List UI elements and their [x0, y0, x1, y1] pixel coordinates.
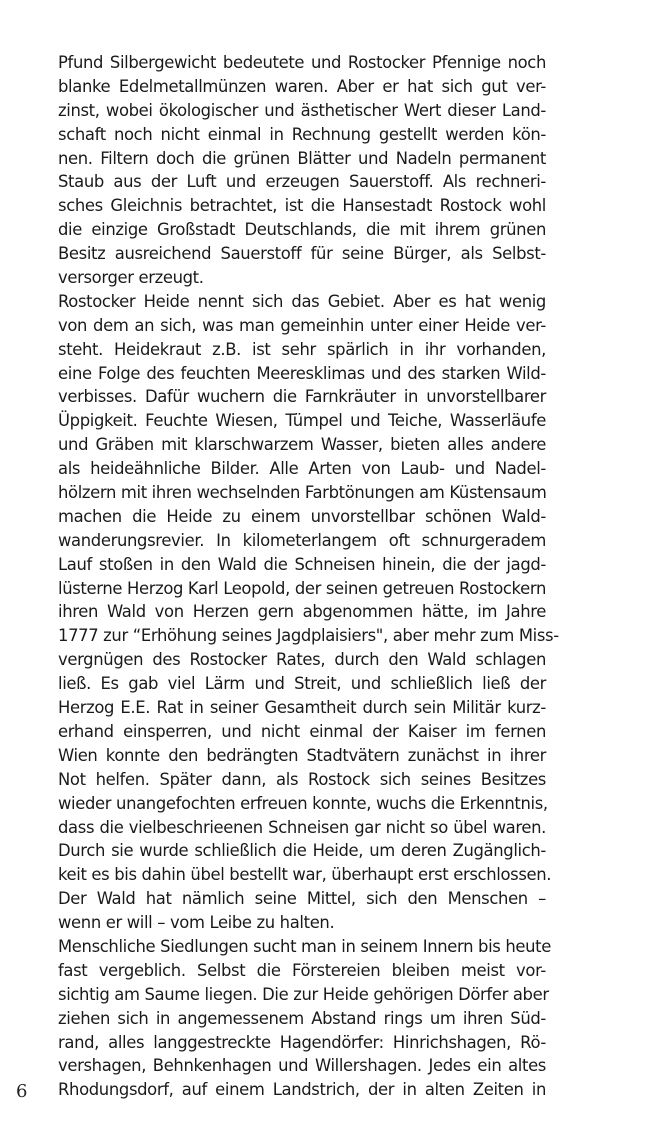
- text-line: ließ. Es gab viel Lärm und Streit, und schließlich ließ der: [58, 674, 546, 694]
- text-line: die einzige Großstadt Deutschlands, die mit ihrem grünen: [58, 220, 546, 240]
- text-line: Rostocker Heide nennt sich das Gebiet. Aber es hat wenig: [58, 291, 546, 311]
- text-line: Menschliche Siedlungen sucht man in seinem Innern bis heute: [58, 936, 551, 956]
- page-number: 6: [16, 1081, 28, 1102]
- text-line: Der Wald hat nämlich seine Mittel, sich den Menschen –: [58, 889, 546, 909]
- text-line: ihren Wald von Herzen gern abgenommen hätte, im Jahre: [58, 602, 546, 622]
- text-line: Wien konnte den bedrängten Stadtvätern zunächst in ihrer: [58, 745, 546, 765]
- text-line: Durch sie wurde schließlich die Heide, um deren Zugänglich-: [58, 841, 546, 861]
- text-line: blanke Edelmetallmünzen waren. Aber er hat sich gut ver-: [58, 76, 546, 96]
- text-line: wanderungsrevier. In kilometerlangem oft schnurgeradem: [58, 530, 546, 550]
- text-line: vershagen, Behnkenhagen und Willershagen. Jedes ein altes: [58, 1056, 546, 1076]
- text-line: schaft noch nicht einmal in Rechnung gestellt werden kön-: [58, 124, 546, 144]
- text-line: dass die vielbeschrieenen Schneisen gar nicht so übel waren.: [58, 817, 546, 837]
- text-line: Not helfen. Später dann, als Rostock sich seines Besitzes: [58, 769, 546, 789]
- text-line: keit es bis dahin übel bestellt war, überhaupt erst erschlossen.: [58, 865, 552, 885]
- text-line: sichtig am Saume liegen. Die zur Heide gehörigen Dörfer aber: [58, 984, 549, 1004]
- text-line: Staub aus der Luft und erzeugen Sauerstoff. Als rechneri-: [58, 172, 546, 192]
- text-line: eine Folge des feuchten Meeresklimas und des starken Wild-: [58, 363, 546, 383]
- text-line: wieder unangefochten erfreuen konnte, wuchs die Erkenntnis,: [58, 793, 548, 813]
- text-line: ziehen sich in angemessenem Abstand rings um ihren Süd-: [58, 1008, 546, 1028]
- text-line: sches Gleichnis betrachtet, ist die Hansestadt Rostock wohl: [58, 196, 546, 216]
- body-text: [58, 51, 559, 1102]
- text-line: Besitz ausreichend Sauerstoff für seine Bürger, als Selbst-: [58, 244, 546, 264]
- text-line: lüsterne Herzog Karl Leopold, der seinen getreuen Rostockern: [58, 578, 546, 598]
- text-line: als heideähnliche Bilder. Alle Arten von Laub- und Nadel-: [58, 459, 546, 479]
- text-line: Pfund Silbergewicht bedeutete und Rostocker Pfennige noch: [58, 53, 546, 72]
- text-line: erhand einsperren, und nicht einmal der Kaiser im fernen: [58, 721, 546, 741]
- text-line: vergnügen des Rostocker Rates, durch den Wald schlagen: [58, 650, 546, 670]
- text-line: wenn er will – vom Leibe zu halten.: [58, 913, 335, 933]
- text-line: versorger erzeugt.: [58, 268, 204, 288]
- text-line: 1777 zur “Erhöhung seines Jagdplaisiers", aber mehr zum Miss-: [58, 626, 559, 646]
- text-line: Lauf stoßen in den Wald die Schneisen hinein, die der jagd-: [58, 554, 546, 574]
- text-line: steht. Heidekraut z.B. ist sehr spärlich in ihr vorhanden,: [58, 339, 546, 359]
- text-line: Üppigkeit. Feuchte Wiesen, Tümpel und Teiche, Wasserläufe: [58, 411, 546, 431]
- text-line: Rhodungsdorf, auf einem Landstrich, der in alten Zeiten in: [58, 1080, 546, 1100]
- text-line: zinst, wobei ökologischer und ästhetischer Wert dieser Land-: [58, 100, 546, 120]
- text-line: hölzern mit ihren wechselnden Farbtönungen am Küstensaum: [58, 483, 547, 503]
- text-line: nen. Filtern doch die grünen Blätter und Nadeln permanent: [58, 148, 546, 168]
- text-line: machen die Heide zu einem unvorstellbar schönen Wald-: [58, 506, 546, 526]
- text-line: von dem an sich, was man gemeinhin unter einer Heide ver-: [58, 315, 546, 335]
- text-line: Herzog E.E. Rat in seiner Gesamtheit durch sein Militär kurz-: [58, 698, 546, 718]
- text-line: rand, alles langgestreckte Hagendörfer: Hinrichshagen, Rö-: [58, 1032, 546, 1052]
- text-line: verbisses. Dafür wuchern die Farnkräuter in unvorstellbarer: [58, 387, 546, 407]
- text-line: fast vergeblich. Selbst die Förstereien bleiben meist vor-: [58, 960, 546, 980]
- text-line: und Gräben mit klarschwarzem Wasser, bieten alles andere: [58, 435, 546, 455]
